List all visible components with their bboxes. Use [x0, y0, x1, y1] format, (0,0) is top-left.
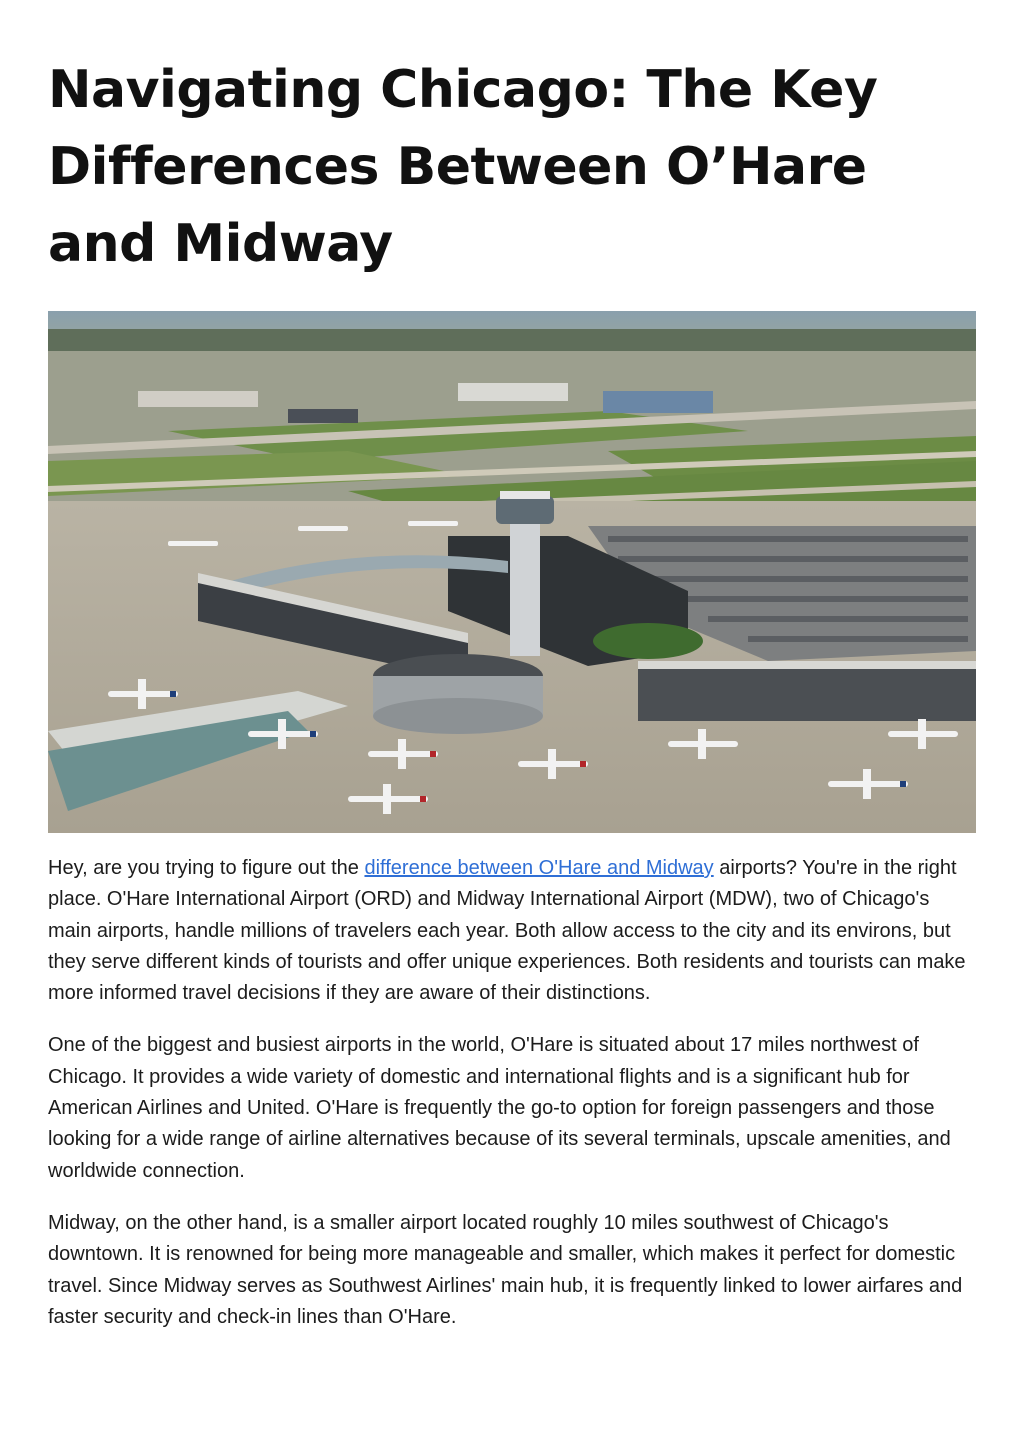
difference-link[interactable]: difference between O'Hare and Midway: [364, 857, 714, 879]
article: [48, 0, 976, 1354]
airport-aerial-illustration: [48, 311, 976, 833]
hero-image: [48, 311, 976, 833]
page-title: Navigating Chicago: The Key Differences Between O’Hare and Midway: [48, 60, 878, 274]
intro-text-end: airports? You're in the right place. O'Hare International Airport (ORD) and Midway International Airport (MDW), two of Chicago's main airports, handle millions of travelers each year. Both allow access to the city and its environs, but they serve different kinds of tourists and offer unique experiences. Both residents and tourists can make more informed travel decisions if they are aware of their distinctions.: [48, 857, 966, 1005]
paragraph-midway: Midway, on the other hand, is a smaller airport located roughly 10 miles southwest of Chicago's downtown. It is renowned for being more manageable and smaller, which makes it perfect for domestic travel. Since Midway serves as Southwest Airlines' main hub, it is frequently linked to lower airfares and faster security and check-in lines than O'Hare.: [48, 1211, 963, 1328]
paragraph-intro: [48, 853, 976, 1009]
paragraph-ohare: One of the biggest and busiest airports in the world, O'Hare is situated about 17 miles northwest of Chicago. It provides a wide variety of domestic and international flights and is a significant hub for American Airlines and United. O'Hare is frequently the go-to option for foreign passengers and those looking for a wide range of airline alternatives because of its several terminals, upscale amenities, and worldwide connection.: [48, 1034, 951, 1182]
intro-text-start: Hey, are you trying to figure out the: [48, 857, 365, 879]
article-body: [48, 853, 976, 1333]
